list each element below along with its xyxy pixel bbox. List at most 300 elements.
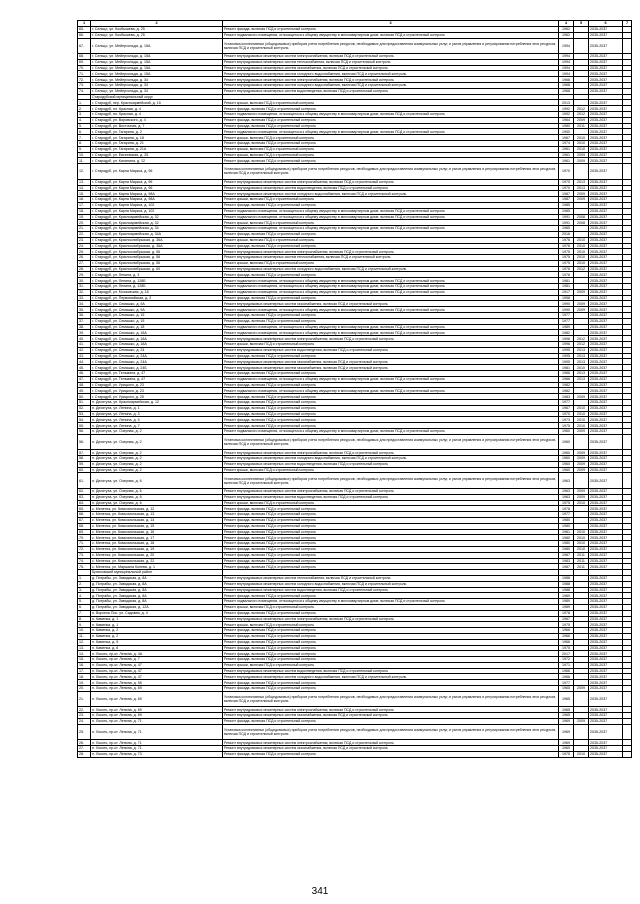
work-type-cell: Ремонт фасада, включая ПСД и строительный контроль bbox=[223, 686, 559, 692]
address-cell: г. Стародуб, ул. Семашко, д. 18 bbox=[91, 324, 223, 330]
address-cell: п. Локоть, пр-кт. Ленина, д. 73 bbox=[91, 751, 223, 757]
period-cell: 2035-2037 bbox=[589, 71, 623, 77]
year-repair-cell: 2010 bbox=[574, 417, 589, 423]
year-repair-cell: 2009 bbox=[574, 197, 589, 203]
work-type-cell: Ремонт фасада, включая ПСД и строительный контроль bbox=[223, 552, 559, 558]
header-cell: 4 bbox=[559, 21, 574, 27]
year-repair-cell: 2010 bbox=[574, 500, 589, 506]
address-cell: г. Стародуб, ул. Семашко, д. 24А bbox=[91, 353, 223, 359]
year-repair-cell: 2010 bbox=[574, 146, 589, 152]
work-type-cell: Ремонт фасада, включая ПСД и строительный контроль bbox=[223, 106, 559, 112]
row-number-cell: 70. bbox=[78, 65, 91, 71]
table-row bbox=[78, 751, 632, 757]
row-number-cell: 5. bbox=[78, 123, 91, 129]
address-cell: г. Стародуб, ул. Ленина, д. 128Б bbox=[91, 278, 223, 284]
address-cell: п. Локоть, пр-кт. Ленина, д. 69 bbox=[91, 686, 223, 692]
year-repair-cell: 2009 bbox=[574, 456, 589, 462]
year-built-cell: 1992 bbox=[559, 106, 574, 112]
work-type-cell: Ремонт фасада, включая ПСД и строительный контроль bbox=[223, 546, 559, 552]
extra-cell bbox=[623, 164, 632, 180]
row-number-cell: 47. bbox=[78, 376, 91, 382]
period-cell: 2035-2037 bbox=[589, 100, 623, 106]
year-built-cell: 1983 bbox=[559, 558, 574, 564]
year-built-cell: 1969 bbox=[559, 746, 574, 752]
row-number-cell: 27. bbox=[78, 746, 91, 752]
period-cell: 2035-2037 bbox=[589, 220, 623, 226]
work-type-cell: Ремонт крыши, включая ПСД и строительный контроль bbox=[223, 237, 559, 243]
year-built-cell: 1987 bbox=[559, 197, 574, 203]
work-type-cell: Ремонт фасада, включая ПСД и строительный контроль bbox=[223, 27, 559, 33]
row-number-cell: 28. bbox=[78, 751, 91, 757]
period-cell: 2035-2037 bbox=[589, 604, 623, 610]
year-built-cell: 1966 bbox=[559, 628, 574, 634]
address-cell: п. Десятуха, ул. Озерная, д. 2 bbox=[91, 434, 223, 450]
table-row bbox=[78, 434, 632, 450]
address-cell: п. Локоть, пр-кт. Ленина, д. 69 bbox=[91, 713, 223, 719]
row-number-cell: 58. bbox=[78, 456, 91, 462]
address-cell: п. Десятуха, ул. Озерная, д. 2 bbox=[91, 450, 223, 456]
work-type-cell: Ремонт фасада, включая ПСД и строительный контроль bbox=[223, 243, 559, 249]
year-built-cell: 1971 bbox=[559, 662, 574, 668]
row-number-cell: 12. bbox=[78, 164, 91, 180]
row-number-cell: 45. bbox=[78, 365, 91, 371]
row-number-cell: 73. bbox=[78, 83, 91, 89]
year-built-cell: 1982 bbox=[559, 382, 574, 388]
period-cell: 2035-2037 bbox=[589, 668, 623, 674]
year-repair-cell: 2010 bbox=[574, 249, 589, 255]
period-cell: 2035-2037 bbox=[589, 740, 623, 746]
address-cell: г. Стародуб, ул. Карла Маркса, д. 98А bbox=[91, 191, 223, 197]
work-type-cell: Ремонт внутридомовых инженерных систем электроснабжения, включая ПСД и строительный контроль bbox=[223, 336, 559, 342]
year-built-cell: 1963 bbox=[559, 473, 574, 489]
year-repair-cell: 2010 bbox=[574, 411, 589, 417]
period-cell: 2035-2037 bbox=[589, 405, 623, 411]
period-cell: 2035-2037 bbox=[589, 718, 623, 724]
period-cell: 2035-2037 bbox=[589, 106, 623, 112]
address-cell: д. Потрабы, ул. Заводская, д. 8А bbox=[91, 575, 223, 581]
table-row bbox=[78, 473, 632, 489]
period-cell: 2035-2037 bbox=[589, 456, 623, 462]
work-type-cell: Ремонт внутридомовых инженерных систем газоснабжения, включая ПСД и строительный контроль bbox=[223, 713, 559, 719]
year-built-cell: 1980 bbox=[559, 123, 574, 129]
period-cell: 2035-2037 bbox=[589, 581, 623, 587]
row-number-cell: 1. bbox=[78, 575, 91, 581]
year-built-cell: 1967 bbox=[559, 135, 574, 141]
row-number-cell: 63. bbox=[78, 494, 91, 500]
work-type-cell: Ремонт внутридомовых инженерных систем теплоснабжения, включая ПСД и строительный контроль bbox=[223, 59, 559, 65]
row-number-cell: 69. bbox=[78, 59, 91, 65]
row-number-cell: 56. bbox=[78, 429, 91, 435]
year-repair-cell bbox=[574, 691, 589, 707]
period-cell: 2035-2037 bbox=[589, 535, 623, 541]
period-cell: 2035-2037 bbox=[589, 278, 623, 284]
row-number-cell: 33. bbox=[78, 295, 91, 301]
row-number-cell: 65. bbox=[78, 506, 91, 512]
work-type-cell: Ремонт фасада, включая ПСД и строительный контроль bbox=[223, 123, 559, 129]
period-cell: 2035-2037 bbox=[589, 376, 623, 382]
year-built-cell: 1996 bbox=[559, 342, 574, 348]
address-cell: п. Локоть, пр-кт. Ленина, д. 71 bbox=[91, 724, 223, 740]
year-repair-cell: 2011 bbox=[574, 123, 589, 129]
year-built-cell: 1960 bbox=[559, 434, 574, 450]
address-cell: п. Каменка, д. 5 bbox=[91, 639, 223, 645]
period-cell: 2035-2037 bbox=[589, 289, 623, 295]
row-number-cell: 22. bbox=[78, 231, 91, 237]
year-built-cell: 1981 bbox=[559, 365, 574, 371]
address-cell: п. Локоть, пр-кт. Ленина, д. 47 bbox=[91, 674, 223, 680]
period-cell: 2035-2037 bbox=[589, 185, 623, 191]
address-cell: г. Сельцо, ул. Мейерхольда, д. 15А bbox=[91, 54, 223, 60]
row-number-cell: 6. bbox=[78, 604, 91, 610]
year-built-cell: 1968 bbox=[559, 88, 574, 94]
period-cell: 2035-2037 bbox=[589, 639, 623, 645]
work-type-cell: Ремонт внутридомовых инженерных систем газоснабжения, включая ПСД и строительный контроль bbox=[223, 65, 559, 71]
year-built-cell: 1961 bbox=[559, 158, 574, 164]
year-repair-cell: 2012 bbox=[574, 112, 589, 118]
year-built-cell: 1988 bbox=[559, 581, 574, 587]
row-number-cell: 41. bbox=[78, 342, 91, 348]
row-number-cell: 17. bbox=[78, 202, 91, 208]
row-number-cell: 48. bbox=[78, 382, 91, 388]
address-cell: г. Стародуб, ул. Красноолибрьская, д. 36А bbox=[91, 243, 223, 249]
year-built-cell: 1994 bbox=[559, 38, 574, 54]
year-built-cell: 1987 bbox=[559, 552, 574, 558]
row-number-cell: 71. bbox=[78, 71, 91, 77]
row-number-cell: 72. bbox=[78, 546, 91, 552]
work-type-cell: Ремонт подвального помещения, относящегося к общему имуществу в многоквартирном доме, включая ПСД и строительный контроль bbox=[223, 112, 559, 118]
period-cell: 2035-2037 bbox=[589, 633, 623, 639]
address-cell: п. Каменка, д. 6 bbox=[91, 645, 223, 651]
row-number-cell: 68. bbox=[78, 523, 91, 529]
work-type-cell: Ремонт подвального помещения, относящегося к общему имуществу в многоквартирном доме, включая ПСД и строительный контроль bbox=[223, 388, 559, 394]
period-cell: 2035-2037 bbox=[589, 593, 623, 599]
work-type-cell: Ремонт подвального помещения, относящегося к общему имуществу в многоквартирном доме, включая ПСД и строительный контроль bbox=[223, 307, 559, 313]
address-cell: д. Потрабы, ул. Заводская, д. 8А bbox=[91, 599, 223, 605]
work-type-cell: Ремонт фасада, включая ПСД и строительный контроль bbox=[223, 394, 559, 400]
year-repair-cell: 2012 bbox=[574, 336, 589, 342]
row-number-cell: 67. bbox=[78, 517, 91, 523]
address-cell: п. Локоть, пр-кт. Ленина, д. 4А bbox=[91, 651, 223, 657]
work-type-cell: Ремонт внутридомовых инженерных систем газоснабжения, включая ПСД и строительный контроль bbox=[223, 359, 559, 365]
year-built-cell: 1969 bbox=[559, 724, 574, 740]
period-cell: 2035-2037 bbox=[589, 746, 623, 752]
period-cell: 2035-2037 bbox=[589, 552, 623, 558]
header-cell: 7 bbox=[623, 21, 632, 27]
period-cell: 2035-2037 bbox=[589, 450, 623, 456]
address-cell: г. Стародуб, ул. Красноолибрьская, д. 56 bbox=[91, 260, 223, 266]
year-built-cell: 1960 bbox=[559, 456, 574, 462]
address-cell: п. Локоть, пр-кт. Ленина, д. 71 bbox=[91, 746, 223, 752]
period-cell: 2035-2037 bbox=[589, 523, 623, 529]
year-repair-cell: 2009 bbox=[574, 307, 589, 313]
year-built-cell: 1980 bbox=[559, 523, 574, 529]
work-type-cell: Ремонт фасада, включая ПСД и строительный контроль bbox=[223, 639, 559, 645]
year-repair-cell: 2010 bbox=[574, 751, 589, 757]
work-type-cell: Ремонт фасада, включая ПСД и строительный контроль bbox=[223, 535, 559, 541]
row-number-cell: 57. bbox=[78, 450, 91, 456]
period-cell: 2035-2037 bbox=[589, 610, 623, 616]
row-number-cell: 54. bbox=[78, 417, 91, 423]
row-number-cell: 24. bbox=[78, 243, 91, 249]
address-cell: г. Стародуб, ул. Семашко, д. 24А bbox=[91, 359, 223, 365]
row-number-cell: 1. bbox=[78, 100, 91, 106]
work-type-cell: Ремонт крыши, включая ПСД и строительный контроль bbox=[223, 467, 559, 473]
address-cell: п. Локоть, пр-кт. Ленина, д. 55 bbox=[91, 680, 223, 686]
row-number-cell: 75. bbox=[78, 564, 91, 570]
address-cell: Брянковский муниципальный район bbox=[91, 570, 223, 576]
period-cell: 2035-2037 bbox=[589, 512, 623, 518]
header-cell: 1 bbox=[78, 21, 91, 27]
work-type-cell: Ремонт крыши, включая ПСД и строительный контроль bbox=[223, 100, 559, 106]
address-cell: п. Десятуха, ул. Озерная, д. 6 bbox=[91, 473, 223, 489]
period-cell: 2035-2037 bbox=[589, 347, 623, 353]
year-built-cell: 1980 bbox=[559, 541, 574, 547]
row-number-cell: 12. bbox=[78, 639, 91, 645]
row-number-cell: 66. bbox=[78, 512, 91, 518]
year-repair-cell bbox=[574, 434, 589, 450]
period-cell: 2035-2037 bbox=[589, 237, 623, 243]
address-cell: с. Меленск, ул. Маршала Конева, д. 1 bbox=[91, 564, 223, 570]
period-cell: 2035-2037 bbox=[589, 680, 623, 686]
work-type-cell: Ремонт внутридомовых инженерных систем электроснабжения, включая ПСД и строительный контроль bbox=[223, 488, 559, 494]
work-type-cell: Ремонт подвального помещения, относящегося к общему имуществу в многоквартирном доме, включая ПСД и строительный контроль bbox=[223, 599, 559, 605]
period-cell: 2035-2037 bbox=[589, 645, 623, 651]
row-number-cell: 15. bbox=[78, 657, 91, 663]
year-built-cell: 1989 bbox=[559, 604, 574, 610]
period-cell: 2035-2037 bbox=[589, 88, 623, 94]
period-cell: 2035-2037 bbox=[589, 112, 623, 118]
year-built-cell: 1977 bbox=[559, 313, 574, 319]
row-number-cell: 7. bbox=[78, 135, 91, 141]
row-number-cell: 66. bbox=[78, 32, 91, 38]
row-number-cell: 28. bbox=[78, 266, 91, 272]
row-number-cell: 17. bbox=[78, 668, 91, 674]
period-cell: 2035-2037 bbox=[589, 214, 623, 220]
period-cell: 2035-2037 bbox=[589, 152, 623, 158]
address-cell: с. Меленск, ул. Комсомольская, д. 15 bbox=[91, 523, 223, 529]
row-number-cell: 71. bbox=[78, 541, 91, 547]
year-built-cell: 1994 bbox=[559, 71, 574, 77]
period-cell: 2035-2037 bbox=[589, 284, 623, 290]
work-type-cell: Ремонт внутридомовых инженерных систем водоотведения, включая ПСД и строительный контроль bbox=[223, 461, 559, 467]
year-built-cell: 1990 bbox=[559, 307, 574, 313]
period-cell: 2035-2037 bbox=[589, 123, 623, 129]
year-built-cell: 1981 bbox=[559, 284, 574, 290]
period-cell: 2035-2037 bbox=[589, 249, 623, 255]
work-type-cell: Ремонт внутридомовых инженерных систем теплоснабжения, включая ПСД и строительный контроль bbox=[223, 255, 559, 261]
address-cell: г. Стародуб, ул. Карла Маркса, д. 96 bbox=[91, 164, 223, 180]
year-built-cell: 1981 bbox=[559, 278, 574, 284]
year-repair-cell: 2010 bbox=[574, 423, 589, 429]
address-cell: г. Стародуб, ул. Семашко, д. 15 bbox=[91, 318, 223, 324]
year-repair-cell: 2013 bbox=[574, 347, 589, 353]
year-repair-cell: 2009 bbox=[574, 191, 589, 197]
address-cell: с. Меленск, ул. Комсомольская, д. 18 bbox=[91, 541, 223, 547]
period-cell: 2035-2037 bbox=[589, 365, 623, 371]
work-type-cell: Ремонт внутридомовых инженерных систем электроснабжения, включая ПСД и строительный контроль bbox=[223, 77, 559, 83]
work-type-cell: Ремонт внутридомовых инженерных систем электроснабжения, включая ПСД и строительный контроль bbox=[223, 707, 559, 713]
row-number-cell: 74. bbox=[78, 88, 91, 94]
row-number-cell: 61. bbox=[78, 473, 91, 489]
work-type-cell: Ремонт внутридомовых инженерных систем водоотведения, включая ПСД и строительный контроль bbox=[223, 587, 559, 593]
year-repair-cell: 2010 bbox=[574, 243, 589, 249]
period-cell: 2035-2037 bbox=[589, 38, 623, 54]
period-cell: 2035-2037 bbox=[589, 529, 623, 535]
period-cell: 2035-2037 bbox=[589, 208, 623, 214]
address-cell: г. Стародуб, ул. Семашко, д. 15 bbox=[91, 313, 223, 319]
year-repair-cell: 2010 bbox=[574, 260, 589, 266]
address-cell: г. Стародуб, ул. Карла Маркса, д. 102 bbox=[91, 202, 223, 208]
period-cell: 2035-2037 bbox=[589, 674, 623, 680]
year-built-cell: 1968 bbox=[559, 83, 574, 89]
year-built-cell: 1978 bbox=[559, 506, 574, 512]
work-type-cell: Ремонт внутридомовых инженерных систем водоотведения, включая ПСД и строительный контроль bbox=[223, 494, 559, 500]
year-built-cell: 1995 bbox=[559, 347, 574, 353]
work-type-cell: Ремонт крыши, включая ПСД и строительный контроль bbox=[223, 260, 559, 266]
address-cell: г. Стародуб, ул. Тельмана, д. 47 bbox=[91, 371, 223, 377]
year-built-cell: 1985 bbox=[559, 226, 574, 232]
work-type-cell: Ремонт фасада, включая ПСД и строительный контроль bbox=[223, 718, 559, 724]
row-number-cell: 8. bbox=[78, 141, 91, 147]
year-repair-cell: 2011 bbox=[574, 558, 589, 564]
year-repair-cell: 2010 bbox=[574, 237, 589, 243]
work-type-cell: Ремонт подвального помещения, относящегося к общему имуществу в многоквартирном доме, включая ПСД и строительный контроль bbox=[223, 330, 559, 336]
table-row bbox=[78, 691, 632, 707]
address-cell: г. Стародуб, ул. Карла Маркса, д. 98А bbox=[91, 197, 223, 203]
address-cell: п. Локоть, пр-кт. Ленина, д. 69 bbox=[91, 707, 223, 713]
row-number-cell: 16. bbox=[78, 662, 91, 668]
year-built-cell: 1965 bbox=[559, 707, 574, 713]
work-type-cell: Ремонт крыши, включая ПСД и строительный контроль bbox=[223, 220, 559, 226]
year-repair-cell: 2011 bbox=[574, 552, 589, 558]
work-type-cell: Ремонт подвального помещения, относящегося к общему имуществу в многоквартирном доме, включая ПСД и строительный контроль bbox=[223, 284, 559, 290]
year-built-cell: 2013 bbox=[559, 100, 574, 106]
year-built-cell: 1960 bbox=[559, 461, 574, 467]
work-type-cell: Ремонт крыши, включая ПСД и строительный контроль bbox=[223, 135, 559, 141]
year-built-cell: 1978 bbox=[559, 610, 574, 616]
table-row bbox=[78, 724, 632, 740]
work-type-cell: Установка коллективных (общедомовых) приборов учета потребления ресурсов, необходимых для предоставления коммунальных услуг, и узлов управления и регулирования потребления этих ресурсов, включая ПСД и строительный контроль bbox=[223, 724, 559, 740]
work-type-cell: Ремонт фасада, включая ПСД и строительный контроль bbox=[223, 628, 559, 634]
row-number-cell: 9. bbox=[78, 146, 91, 152]
work-type-cell: Ремонт фасада, включая ПСД и строительный контроль bbox=[223, 231, 559, 237]
year-repair-cell: 2010 bbox=[574, 135, 589, 141]
work-type-cell: Ремонт внутридомовых инженерных систем электроснабжения, включая ПСД и строительный контроль bbox=[223, 740, 559, 746]
address-cell: г. Стародуб, ул. Красноармейская, д. 34А bbox=[91, 231, 223, 237]
period-cell: 2035-2037 bbox=[589, 382, 623, 388]
year-built-cell: 1969 bbox=[559, 740, 574, 746]
year-built-cell: 1960 bbox=[559, 450, 574, 456]
year-repair-cell bbox=[574, 724, 589, 740]
year-built-cell: 1970 bbox=[559, 411, 574, 417]
address-cell: п. Локоть, пр-кт. Ленина, д. 7 bbox=[91, 657, 223, 663]
period-cell: 2035-2037 bbox=[589, 417, 623, 423]
period-cell: 2035-2037 bbox=[589, 461, 623, 467]
address-cell: п. Локоть, пр-кт. Ленина, д. 71 bbox=[91, 740, 223, 746]
work-type-cell: Ремонт фасада, включая ПСД и строительный контроль bbox=[223, 158, 559, 164]
row-number-cell: 3. bbox=[78, 112, 91, 118]
year-repair-cell bbox=[574, 38, 589, 54]
address-cell: п. Десятуха, ул. Озерная, д. 6 bbox=[91, 488, 223, 494]
period-cell: 2035-2037 bbox=[589, 467, 623, 473]
year-built-cell: 1989 bbox=[559, 593, 574, 599]
year-built-cell: 1980 bbox=[559, 535, 574, 541]
year-built-cell: 1994 bbox=[559, 59, 574, 65]
work-type-cell: Установка коллективных (общедомовых) приборов учета потребления ресурсов, необходимых для предоставления коммунальных услуг, и узлов управления и регулирования потребления этих ресурсов, включая ПСД и строительный контроль bbox=[223, 38, 559, 54]
row-number-cell: 44. bbox=[78, 359, 91, 365]
row-number-cell: 18. bbox=[78, 208, 91, 214]
period-cell: 2035-2037 bbox=[589, 500, 623, 506]
address-cell: г. Стародуб, ул. Семашко, д. 24Б bbox=[91, 365, 223, 371]
period-cell: 2035-2037 bbox=[589, 295, 623, 301]
row-number-cell: 3. bbox=[78, 587, 91, 593]
header-cell: 3 bbox=[223, 21, 559, 27]
address-cell: г. Стародуб, ул. Ленина, д. 3 bbox=[91, 272, 223, 278]
work-type-cell: Ремонт фасада, включая ПСД и строительный контроль bbox=[223, 558, 559, 564]
year-built-cell: 1986 bbox=[559, 371, 574, 377]
work-type-cell: Ремонт внутридомовых инженерных систем водоотведения, включая ПСД и строительный контроль bbox=[223, 88, 559, 94]
work-type-cell: Ремонт фасада, включая ПСД и строительный контроль bbox=[223, 141, 559, 147]
address-cell: г. Стародуб, ул. Московская, д. 18 bbox=[91, 289, 223, 295]
address-cell: г. Стародуб, пл. Красная, д. 4 bbox=[91, 106, 223, 112]
row-number-cell: 50. bbox=[78, 394, 91, 400]
row-number-cell: 25. bbox=[78, 724, 91, 740]
year-repair-cell: 2010 bbox=[574, 541, 589, 547]
work-type-cell: Ремонт фасада, включая ПСД и строительный контроль bbox=[223, 680, 559, 686]
period-cell: 2035-2037 bbox=[589, 54, 623, 60]
year-built-cell: 1990 bbox=[559, 301, 574, 307]
address-cell: г. Стародуб, пл. Красная, д. 4 bbox=[91, 112, 223, 118]
period-cell: 2035-2037 bbox=[589, 231, 623, 237]
year-built-cell: 1965 bbox=[559, 686, 574, 692]
row-number-cell: 8. bbox=[78, 616, 91, 622]
year-built-cell: 1965 bbox=[559, 691, 574, 707]
year-built-cell: 1988 bbox=[559, 587, 574, 593]
row-number-cell: 14. bbox=[78, 185, 91, 191]
address-cell: п. Десятуха, ул. Озерная, д. 2 bbox=[91, 429, 223, 435]
year-built-cell: 1966 bbox=[559, 639, 574, 645]
period-cell: 2035-2037 bbox=[589, 494, 623, 500]
address-cell: д. Потрабы, ул. Заводская, д. 8А bbox=[91, 581, 223, 587]
period-cell: 2035-2037 bbox=[589, 429, 623, 435]
address-cell: п. Локоть, пр-кт. Ленина, д. 47 bbox=[91, 662, 223, 668]
year-repair-cell: 2013 bbox=[574, 376, 589, 382]
year-built-cell: 1975 bbox=[559, 249, 574, 255]
period-cell: 2035-2037 bbox=[589, 129, 623, 135]
year-built-cell: 1973 bbox=[559, 417, 574, 423]
row-number-cell: 21. bbox=[78, 226, 91, 232]
year-repair-cell: 2013 bbox=[574, 185, 589, 191]
row-number-cell: 29. bbox=[78, 272, 91, 278]
row-number-cell: 62. bbox=[78, 488, 91, 494]
address-cell: г. Стародуб, ул. Красноармейская, д. 34 bbox=[91, 226, 223, 232]
address-cell: п. Десятуха, ул. Озерная, д. 6 bbox=[91, 494, 223, 500]
row-number-cell: 11. bbox=[78, 158, 91, 164]
year-repair-cell: 2009 bbox=[574, 467, 589, 473]
period-cell: 2035-2037 bbox=[589, 330, 623, 336]
table-row bbox=[78, 164, 632, 180]
row-number-cell: 51. bbox=[78, 400, 91, 406]
year-built-cell: 1976 bbox=[559, 266, 574, 272]
period-cell: 2035-2037 bbox=[589, 146, 623, 152]
work-type-cell: Ремонт внутридомовых инженерных систем теплоснабжения, включая ПСД и строительный контроль bbox=[223, 575, 559, 581]
year-repair-cell: 2009 bbox=[574, 488, 589, 494]
work-type-cell: Ремонт подвального помещения, относящегося к общему имуществу в многоквартирном доме, включая ПСД и строительный контроль bbox=[223, 289, 559, 295]
work-type-cell: Ремонт внутридомовых инженерных систем холодного водоснабжения, включая ПСД и строительный контроль bbox=[223, 191, 559, 197]
period-cell: 2035-2037 bbox=[589, 27, 623, 33]
address-cell: г. Стародуб, ул. Семашко, д. 9А bbox=[91, 307, 223, 313]
work-type-cell: Ремонт фасада, включая ПСД и строительный контроль bbox=[223, 202, 559, 208]
